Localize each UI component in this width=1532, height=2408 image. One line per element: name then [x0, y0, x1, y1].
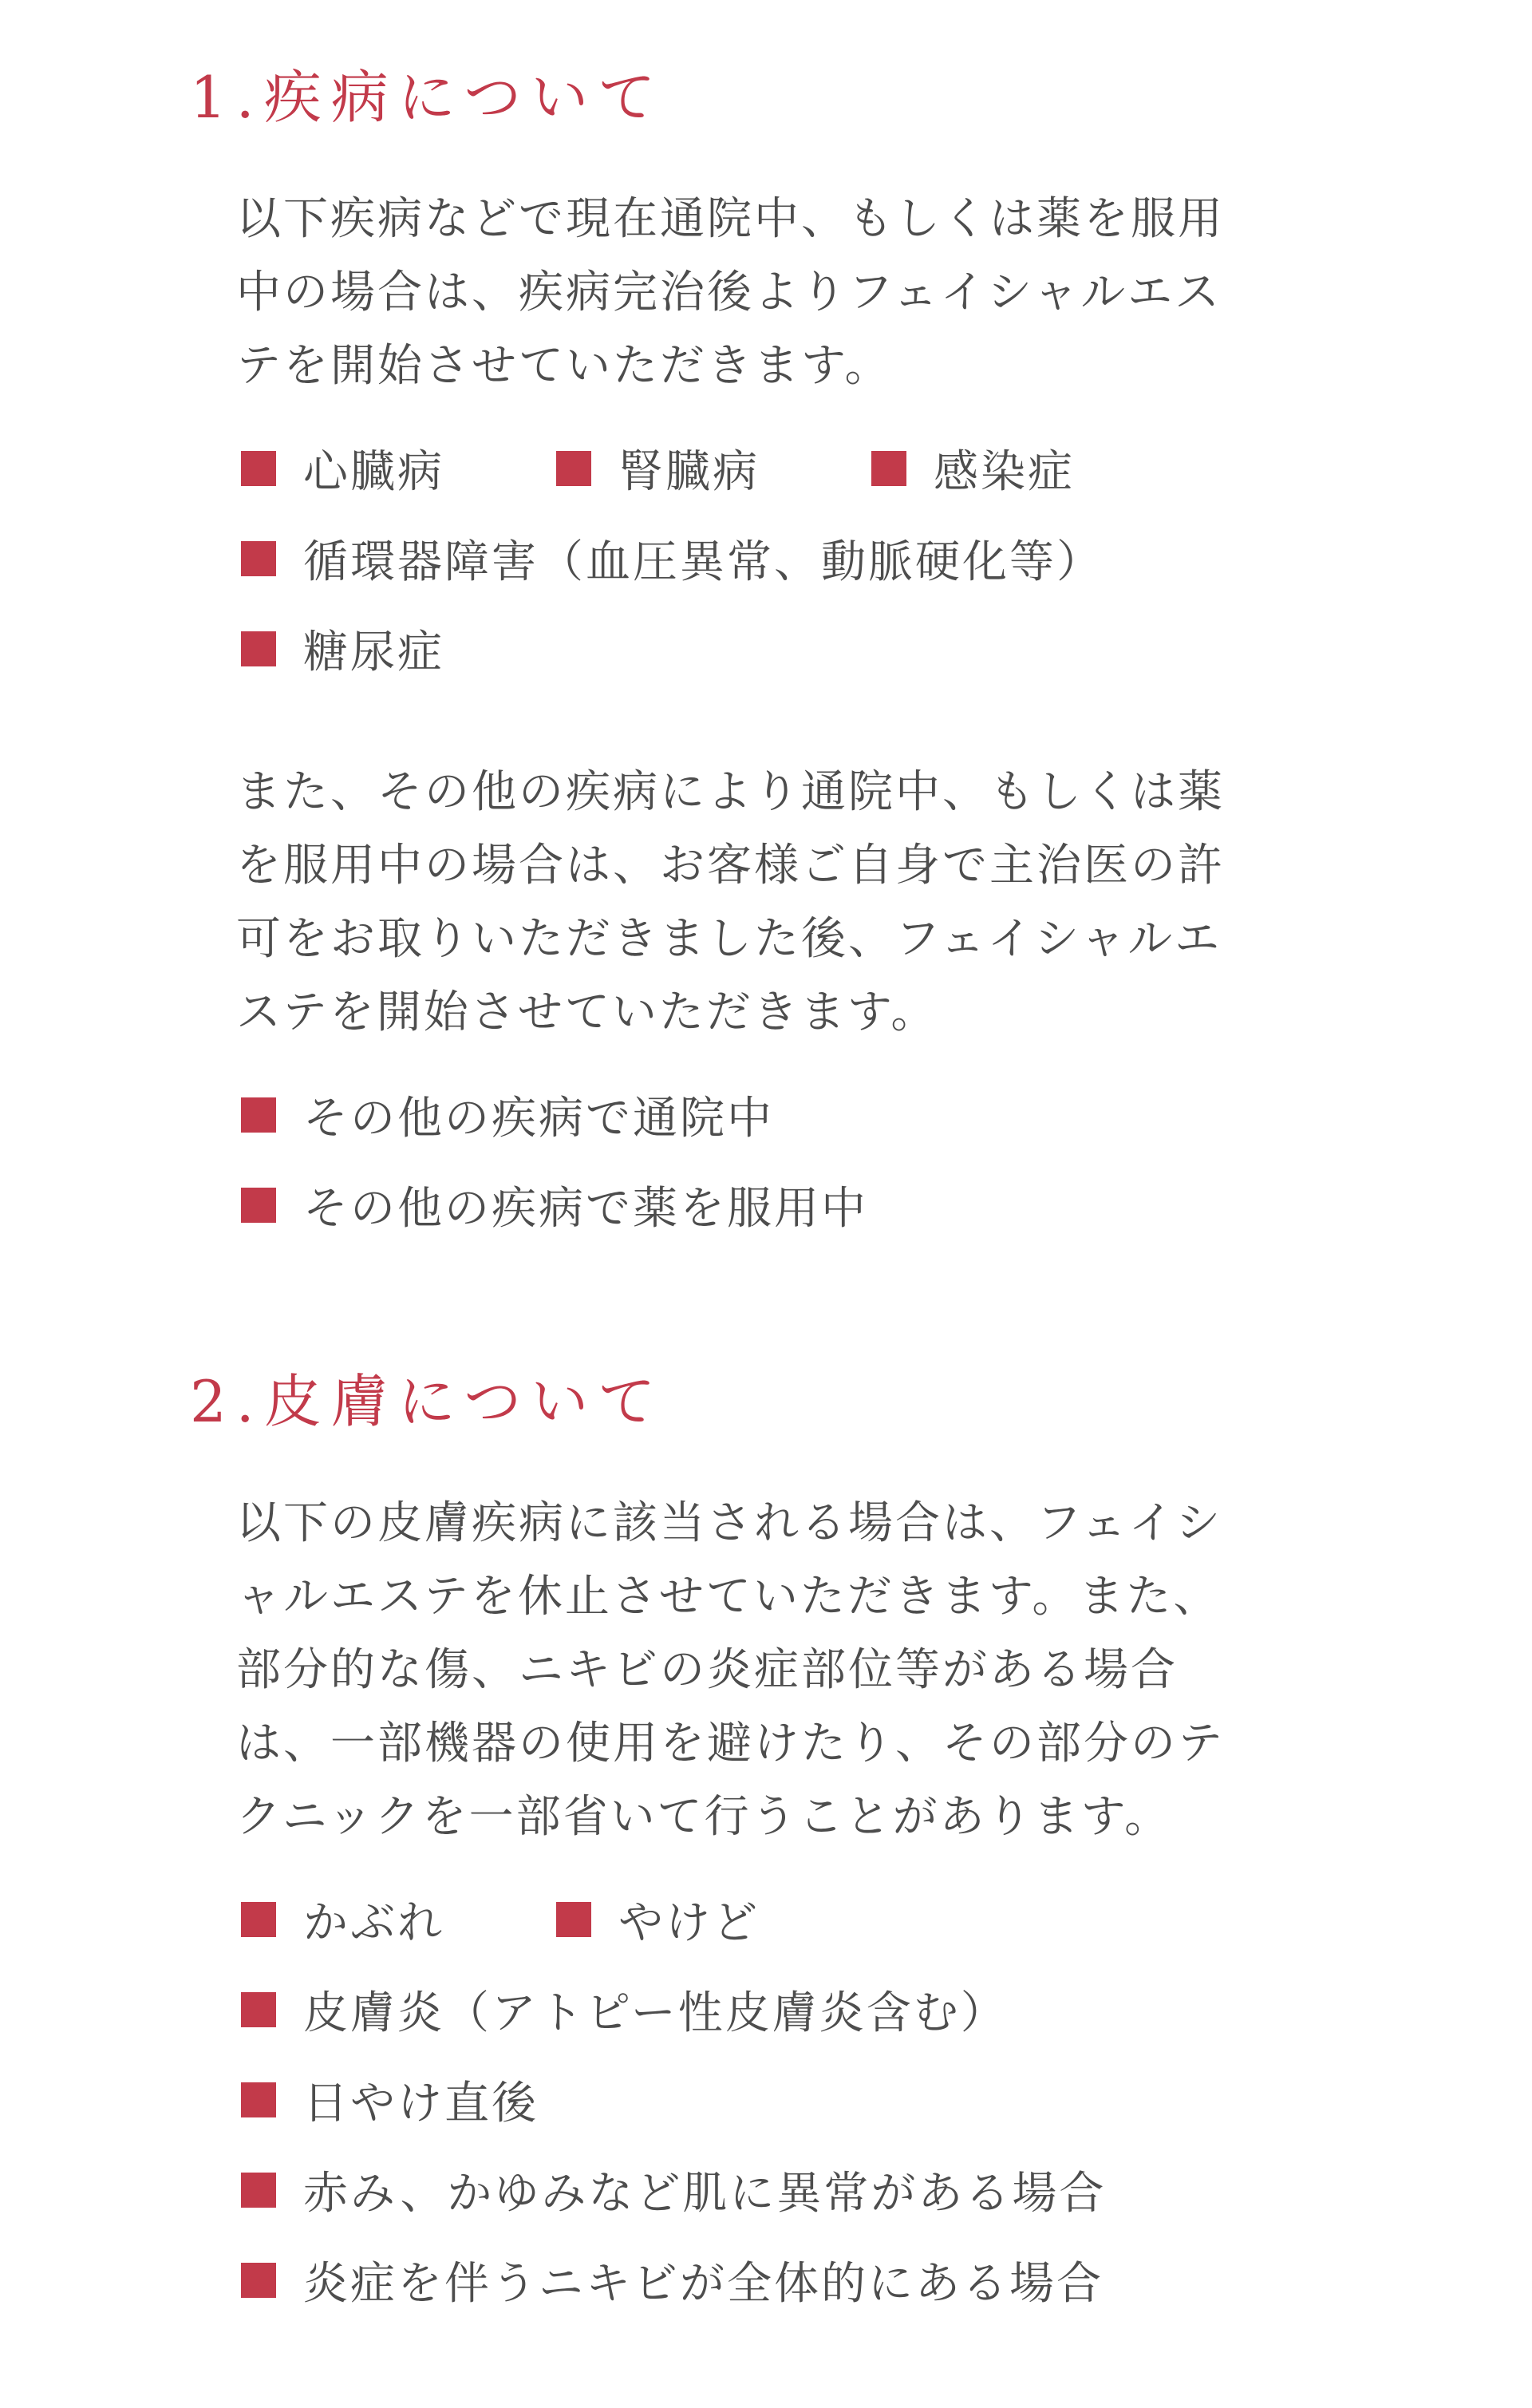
section-2-intro-line: 部分的な傷、ニキビの炎症部位等がある場合: [236, 1644, 1178, 1696]
red-square-icon: [241, 1992, 276, 2027]
section-1-intro-line: テを開始させていただきます。: [236, 340, 892, 392]
section-2-intro-line: 以下の皮膚疾病に該当される場合は、フェイシ: [236, 1497, 1223, 1549]
section-1-heading: 1.疾病について: [190, 64, 665, 131]
section-2-intro-line: ャルエステを休止させていただきます。また、: [236, 1571, 1221, 1623]
condition-label: 心臓病: [303, 446, 444, 498]
red-square-icon: [241, 1188, 276, 1223]
red-square-icon: [241, 2173, 276, 2208]
red-square-icon: [556, 451, 591, 486]
section-1-intro-line: 中の場合は、疾病完治後よりフェイシャルエス: [236, 267, 1222, 318]
skin-condition-item: [241, 2072, 539, 2128]
skin-condition-label: 日やけ直後: [303, 2078, 539, 2129]
skin-condition-label: やけど: [618, 1897, 760, 1949]
skin-condition-item: [241, 1892, 444, 1947]
skin-condition-label: 炎症を伴うニキビが全体的にある場合: [303, 2258, 1104, 2310]
section-1-intro-line: 以下疾病などで現在通院中、もしくは薬を服用: [236, 193, 1225, 245]
other-condition-label: その他の疾病で通院中: [303, 1093, 774, 1145]
section-1-note-line: また、その他の疾病により通院中、もしくは薬: [236, 766, 1225, 818]
condition-item: [556, 441, 760, 496]
condition-label: 腎臓病: [618, 446, 760, 498]
condition-item: [241, 621, 444, 677]
red-square-icon: [241, 451, 276, 486]
section-1-intro: [236, 183, 1297, 403]
skin-condition-label: 赤み、かゆみなど肌に異常がある場合: [303, 2168, 1107, 2220]
skin-condition-label: 皮膚炎（アトピー性皮膚炎含む）: [303, 1987, 1008, 2039]
red-square-icon: [241, 1902, 276, 1937]
red-square-icon: [241, 541, 276, 576]
red-square-icon: [241, 2263, 276, 2298]
condition-item: [241, 531, 1104, 587]
section-2-intro: [236, 1487, 1297, 1854]
skin-condition-item: [241, 2162, 1106, 2218]
skin-condition-item: [241, 2252, 1104, 2308]
section-1-note-line: 可をお取りいただきました後、フェイシャルエ: [236, 913, 1222, 965]
red-square-icon: [241, 631, 276, 666]
condition-label: 感染症: [934, 446, 1075, 498]
red-square-icon: [871, 451, 906, 486]
section-1-note: [236, 756, 1297, 1050]
condition-label: 糖尿症: [303, 627, 444, 678]
skin-condition-item: [241, 1982, 1008, 2038]
section-1-note-line: を服用中の場合は、お客様ご自身で主治医の許: [236, 840, 1225, 892]
skin-condition-item: [556, 1892, 760, 1947]
section-2-heading: 2.皮膚について: [190, 1368, 665, 1435]
section-2-intro-line: は、一部機器の使用を避けたり、その部分のテ: [236, 1718, 1225, 1769]
other-condition-label: その他の疾病で薬を服用中: [303, 1183, 868, 1235]
section-2-intro-line: クニックを一部省いて行うことがあります。: [236, 1791, 1172, 1843]
condition-item: [871, 441, 1075, 496]
other-condition-item: [241, 1087, 774, 1143]
condition-item: [241, 441, 444, 496]
condition-label: 循環器障害（血圧異常、動脈硬化等）: [303, 536, 1104, 588]
other-condition-item: [241, 1177, 868, 1233]
skin-condition-label: かぶれ: [303, 1897, 444, 1949]
red-square-icon: [556, 1902, 591, 1937]
red-square-icon: [241, 1097, 276, 1133]
red-square-icon: [241, 2082, 276, 2117]
section-1-note-line: ステを開始させていただきます。: [236, 987, 938, 1038]
